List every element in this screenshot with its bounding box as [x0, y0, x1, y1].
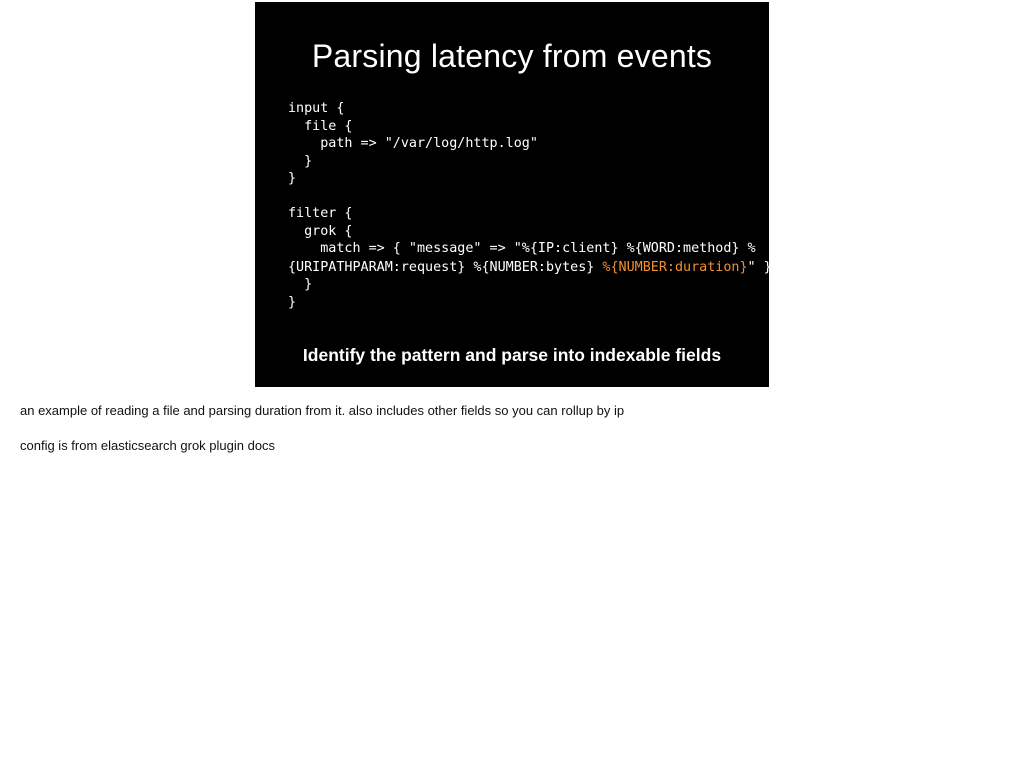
code-line: path => "/var/log/http.log" [288, 136, 538, 151]
code-line: } [288, 171, 297, 186]
code-line: file { [288, 118, 353, 134]
code-line: } [288, 277, 313, 292]
note-paragraph: an example of reading a file and parsing duration from it. also includes other fields so you can rollup by ip [20, 403, 625, 418]
code-segment: {URIPATHPARAM:request} %{NUMBER:bytes} [288, 259, 603, 275]
code-line-wrapped [288, 259, 772, 277]
code-line: grok { [288, 223, 353, 239]
code-line: input { [288, 101, 345, 116]
code-line: } [288, 294, 297, 310]
slide [255, 2, 772, 387]
speaker-notes [20, 403, 1000, 454]
code-line: match => { "message" => "%{IP:client} %{WORD:method} % [288, 241, 756, 256]
code-highlight: %{NUMBER:duration} [602, 259, 748, 275]
note-paragraph: config is from elasticsearch grok plugin docs [20, 438, 276, 453]
code-segment: " } [747, 259, 772, 275]
code-line: } [288, 153, 313, 169]
slide-subtitle: Identify the pattern and parse into indexable fields [302, 345, 722, 365]
code-block [288, 100, 772, 311]
code-line: filter { [288, 206, 353, 221]
code-line [288, 188, 763, 206]
slide-title: Parsing latency from events [311, 38, 713, 74]
